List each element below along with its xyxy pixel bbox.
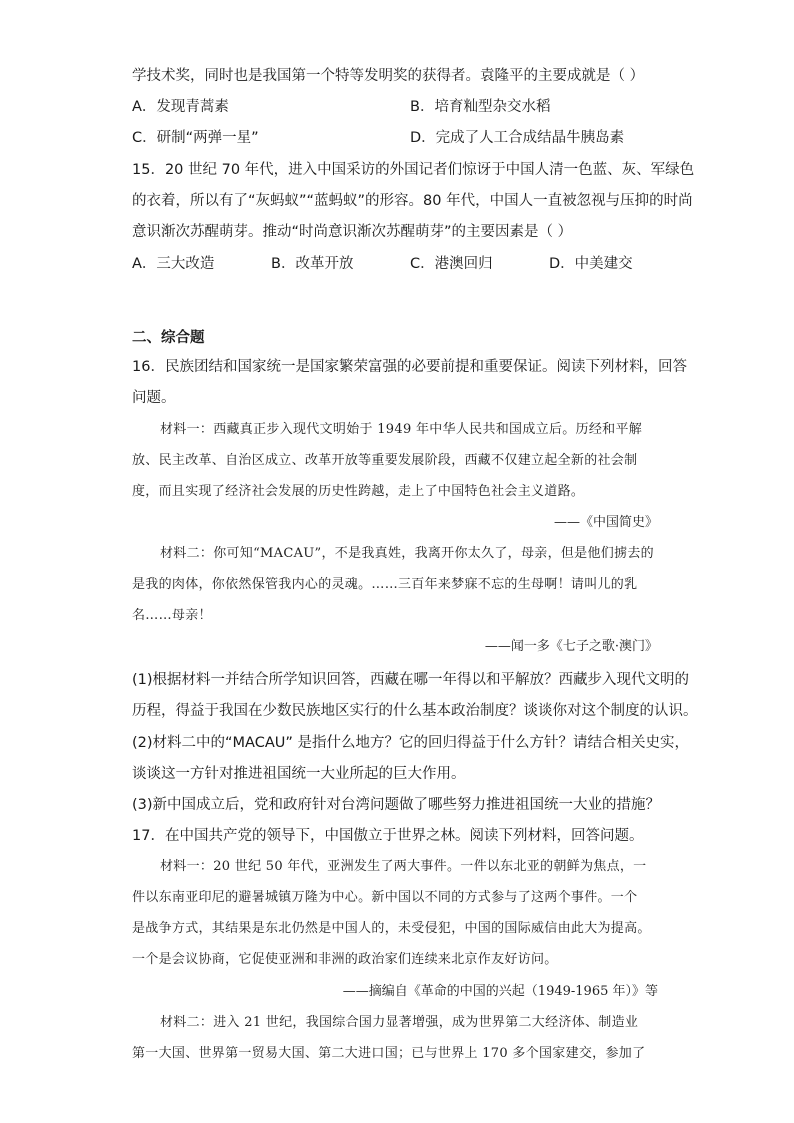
q16-question-line-5: (3)新中国成立后，党和政府针对台湾问题做了哪些努力推进祖国统一大业的措施？ <box>132 797 661 813</box>
q14-option-a: A．发现青蒿素 <box>132 99 229 115</box>
section-title: 二、综合题 <box>132 330 205 346</box>
q14-stem-line: 学技术奖，同时也是我国第一个特等发明奖的获得者。袁隆平的主要成就是（ ） <box>132 68 645 84</box>
q17-material1-line-4: 一个是会议协商，它促使亚洲和非洲的政治家们连续来北京作友好访问。 <box>132 952 558 967</box>
q16-question-line-2: 历程，得益于我国在少数民族地区实行的什么基本政治制度？谈谈你对这个制度的认识。 <box>132 703 698 719</box>
q14-option-d: D．完成了人工合成结晶牛胰岛素 <box>410 130 625 146</box>
q15-option-a: A．三大改造 <box>132 256 215 272</box>
q15-stem-line-2: 的衣着，所以有了“灰蚂蚁”“蓝蚂蚁”的形容。80 年代，中国人一直被忽视与压抑的时尚 <box>132 193 693 209</box>
q16-question-line-1: (1)根据材料一并结合所学知识回答，西藏在哪一年得以和平解放？西藏步入现代文明的 <box>132 672 690 688</box>
q16-stem-line-1: 16．民族团结和国家统一是国家繁荣富强的必要前提和重要保证。阅读下列材料，回答 <box>132 359 687 375</box>
q16-source2: ——闻一多《七子之歌·澳门》 <box>484 639 658 654</box>
q17-material1-line-3: 是战争方式，其结果是东北仍然是中国人的，未受侵犯，中国的国际威信由此大为提高。 <box>132 921 651 936</box>
q16-material1-line-1: 材料一：西藏真正步入现代文明始于 1949 年中华人民共和国成立后。历经和平解 <box>160 422 643 437</box>
q16-question-line-4: 谈谈这一方针对推进祖国统一大业所起的巨大作用。 <box>132 766 466 782</box>
q17-material2-line-2: 第一大国、世界第一贸易大国、第二大进口国；已与世界上 170 多个国家建交，参加了 <box>132 1046 646 1061</box>
q17-material1-line-2: 件以东南亚印尼的避暑城镇万隆为中心。新中国以不同的方式参与了这两个事件。一个 <box>132 890 638 905</box>
q16-material1-line-2: 放、民主改革、自治区成立、改革开放等重要发展阶段，西藏不仅建立起全新的社会制 <box>132 453 638 468</box>
q15-option-b: B．改革开放 <box>271 256 354 272</box>
q16-source1: ——《中国简史》 <box>553 515 658 530</box>
q16-question-line-3: (2)材料二中的“MACAU” 是指什么地方？它的回归得益于什么方针？请结合相关史实， <box>132 735 690 751</box>
q16-stem-line-2: 问题。 <box>132 390 176 406</box>
q17-source1: ——摘编自《革命的中国的兴起（1949-1965 年）》等 <box>342 984 658 999</box>
q16-material2-line-3: 名……母亲！ <box>132 608 212 623</box>
q15-stem-line-3: 意识渐次苏醒萌芽。推动“时尚意识渐次苏醒萌芽”的主要因素是（ ） <box>132 224 573 240</box>
q14-option-c: C．研制“两弹一星” <box>132 130 259 146</box>
q17-material2-line-1: 材料二：进入 21 世纪，我国综合国力显著增强，成为世界第二大经济体、制造业 <box>160 1015 639 1030</box>
q15-stem-line-1: 15．20 世纪 70 年代，进入中国采访的外国记者们惊讶于中国人清一色蓝、灰、军绿色 <box>132 162 695 178</box>
q17-stem: 17．在中国共产党的领导下，中国傲立于世界之林。阅读下列材料，回答问题。 <box>132 828 644 844</box>
q14-option-b: B．培育籼型杂交水稻 <box>410 99 551 115</box>
q16-material2-line-2: 是我的肉体，你依然保管我内心的灵魂。……三百年来梦寐不忘的生母啊！请叫儿的乳 <box>132 577 638 592</box>
q16-material2-line-1: 材料二：你可知“MACAU”，不是我真姓，我离开你太久了，母亲，但是他们掳去的 <box>160 546 654 561</box>
q16-material1-line-3: 度，而且实现了经济社会发展的历史性跨越，走上了中国特色社会主义道路。 <box>132 484 585 499</box>
q15-option-d: D．中美建交 <box>549 256 633 272</box>
q15-option-c: C．港澳回归 <box>410 256 493 272</box>
q17-material1-line-1: 材料一：20 世纪 50 年代，亚洲发生了两大事件。一件以东北亚的朝鲜为焦点，一 <box>160 859 647 874</box>
